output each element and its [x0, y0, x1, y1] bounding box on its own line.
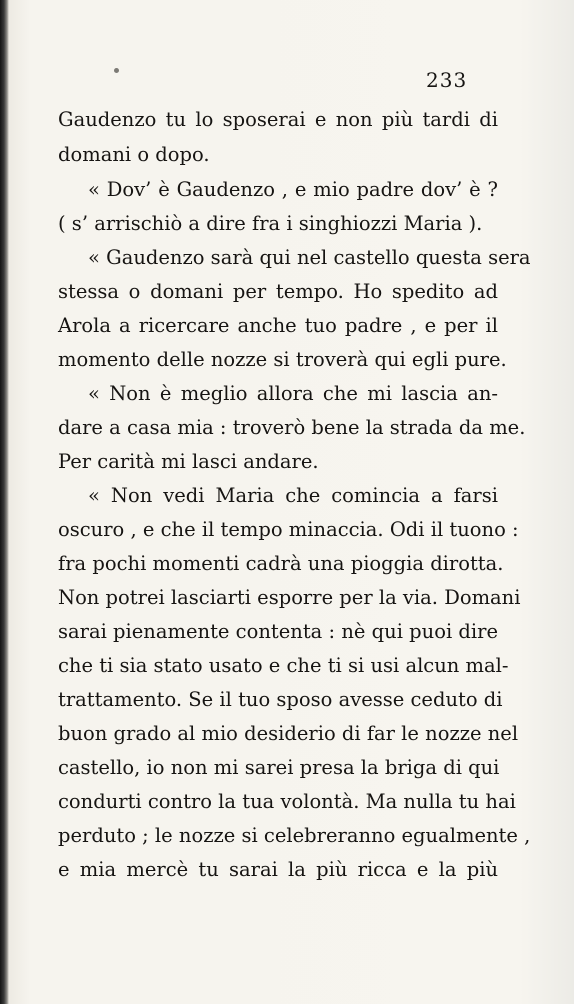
text-line: condurti contro la tua volontà. Ma nulla tu hai: [58, 790, 516, 813]
text-line: « Dov’ è Gaudenzo , e mio padre dov’ è ?: [88, 178, 498, 201]
text-line: dare a casa mia : troverò bene la strada da me.: [58, 416, 526, 439]
text-line: Gaudenzo tu lo sposerai e non più tardi di: [58, 108, 498, 131]
text-line: « Gaudenzo sarà qui nel castello questa sera: [88, 246, 531, 269]
text-line: momento delle nozze si troverà qui egli pure.: [58, 348, 507, 371]
text-line: sarai pienamente contenta : nè qui puoi dire: [58, 620, 498, 643]
text-line: castello, io non mi sarei presa la briga di qui: [58, 756, 500, 779]
text-line: domani o dopo.: [58, 143, 210, 166]
text-line: che ti sia stato usato e che ti si usi alcun mal-: [58, 654, 509, 677]
text-line: « Non è meglio allora che mi lascia an-: [88, 382, 498, 405]
text-line: Non potrei lasciarti esporre per la via. Domani: [58, 586, 521, 609]
text-line: oscuro , e che il tempo minaccia. Odi il tuono :: [58, 518, 519, 541]
text-line: Per carità mi lasci andare.: [58, 450, 319, 473]
text-line: trattamento. Se il tuo sposo avesse ceduto di: [58, 688, 503, 711]
text-line: stessa o domani per tempo. Ho spedito ad: [58, 280, 498, 303]
page-number: 233: [426, 68, 468, 92]
text-line: « Non vedi Maria che comincia a farsi: [88, 484, 498, 507]
text-line: ( s’ arrischiò a dire fra i singhiozzi Maria ).: [58, 212, 483, 235]
text-line: perduto ; le nozze si celebreranno egualmente ,: [58, 824, 531, 847]
text-line: Arola a ricercare anche tuo padre , e per il: [58, 314, 498, 337]
text-line: fra pochi momenti cadrà una pioggia dirotta.: [58, 552, 504, 575]
text-line: buon grado al mio desiderio di far le nozze nel: [58, 722, 519, 745]
text-line: e mia mercè tu sarai la più ricca e la più: [58, 858, 498, 881]
